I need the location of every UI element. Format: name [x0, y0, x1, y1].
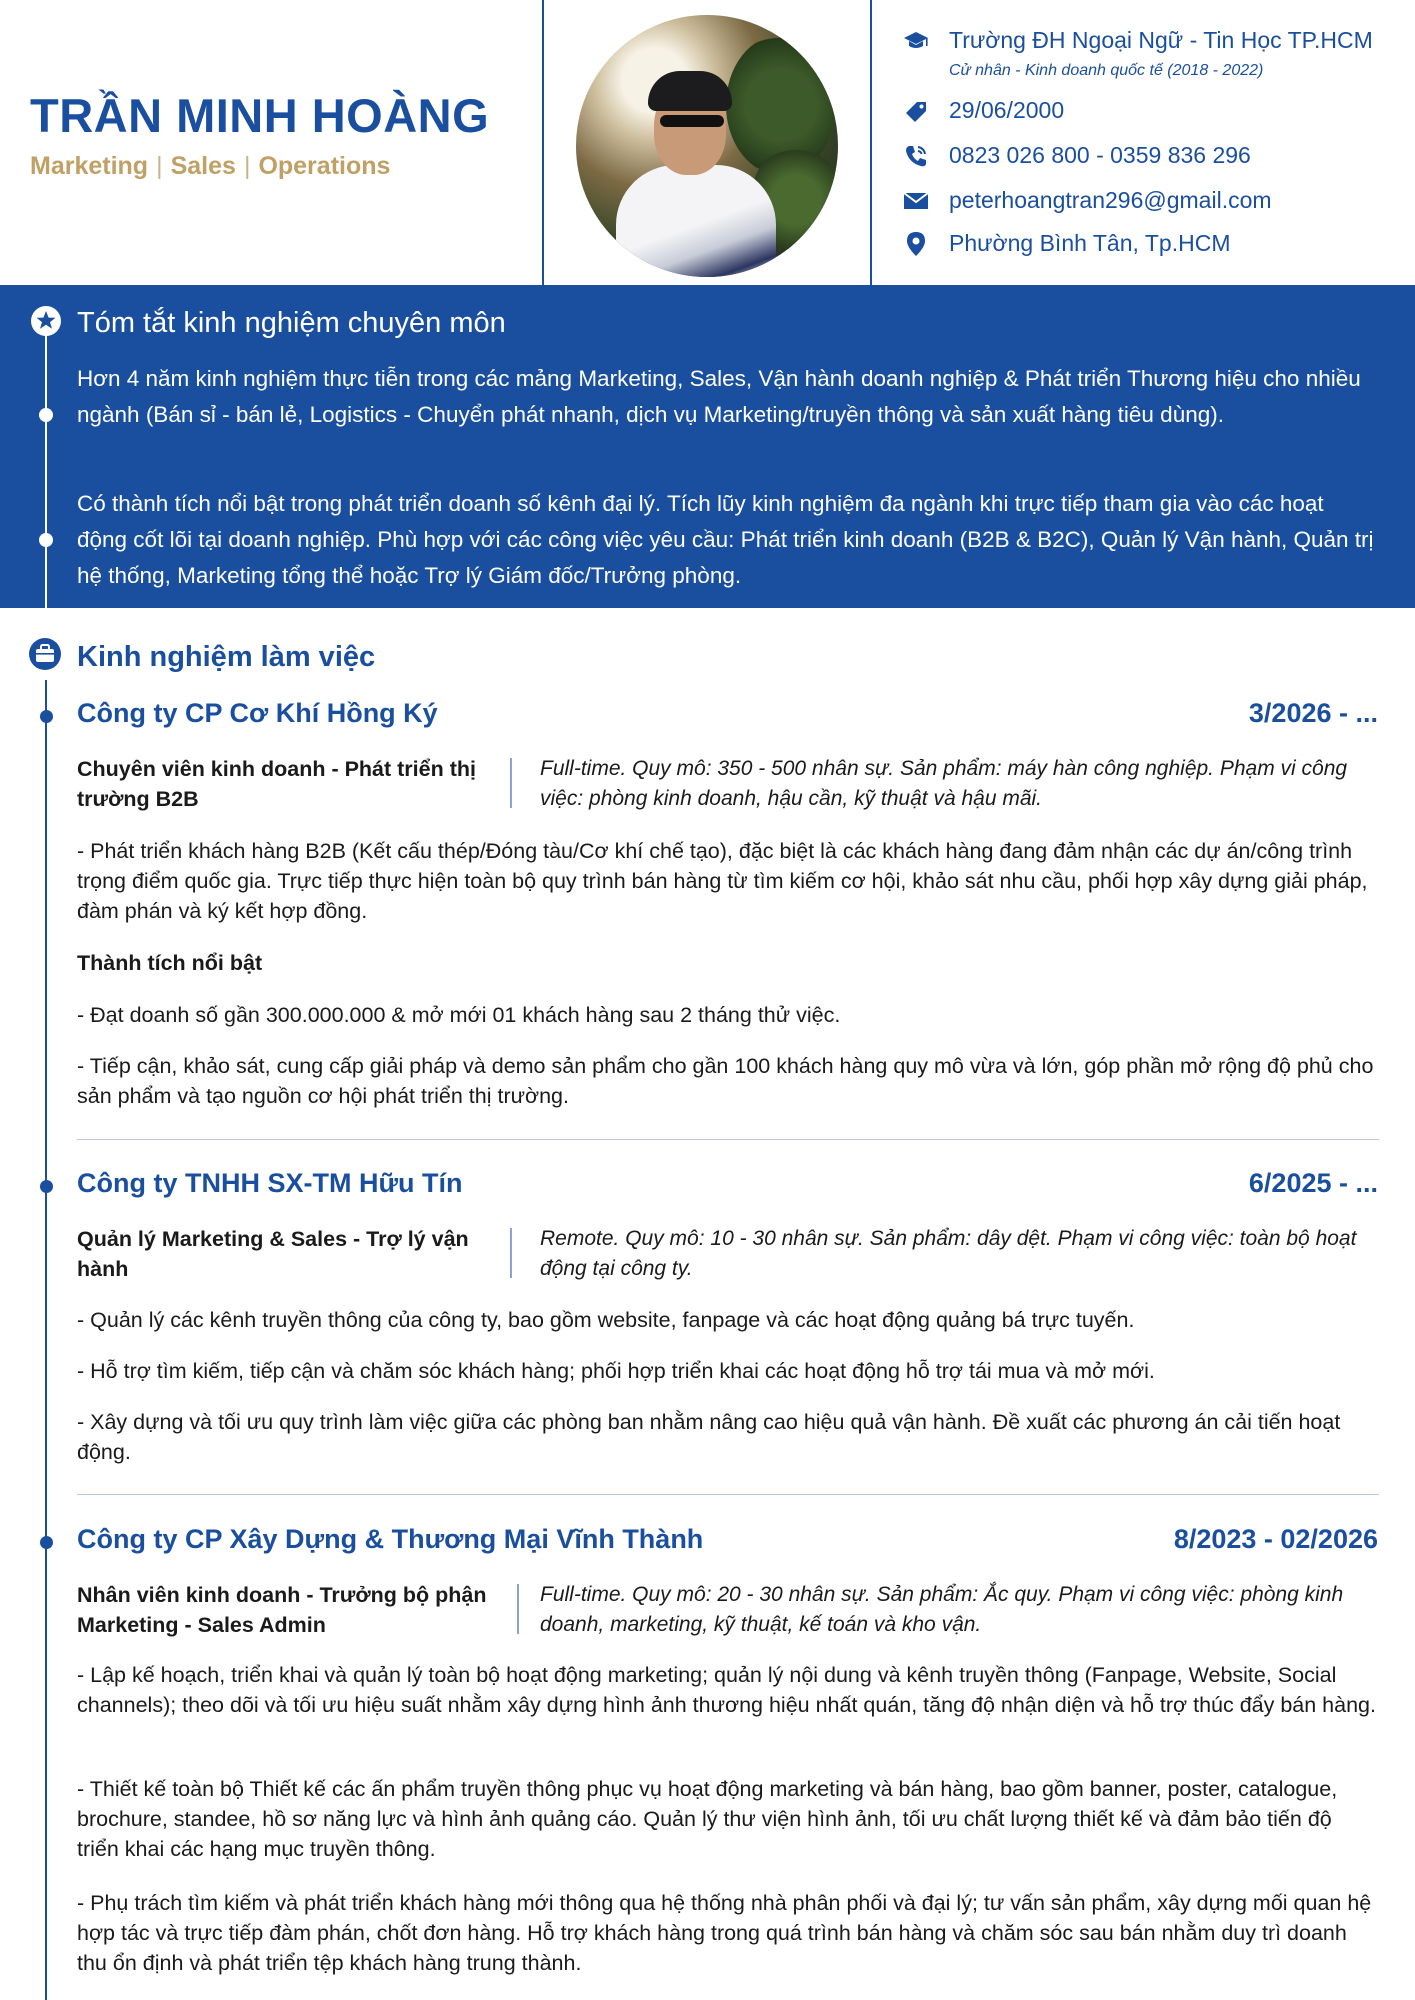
role-marketing: Marketing: [30, 152, 149, 180]
role-divider: [517, 1584, 519, 1634]
envelope-icon: [902, 187, 930, 215]
role-divider: [510, 758, 512, 808]
contact-email: [900, 187, 930, 215]
summary-paragraph-2: Có thành tích nổi bật trong phát triển doanh số kênh đại lý. Tích lũy kinh nghiệm đa ngành khi trực tiếp tham gia vào các hoạt động cốt lõi tại doanh nghiệp. Phù hợp với các công việc yêu cầu: Phát triển kinh doanh (B2B & B2C), Quản lý Vận hành, Quản trị hệ thống, Marketing tổng thể hoặc Trợ lý Giám đốc/Trưởng phòng.: [77, 491, 1374, 588]
phone-value[interactable]: 0823 026 800 - 0359 836 296: [949, 142, 1251, 168]
job-1-achievement-2: - Tiếp cận, khảo sát, cung cấp giải pháp và demo sản phẩm cho gần 100 khách hàng quy mô vừa và lớn, góp phần mở rộng độ phủ cho sản phẩm và tạo nguồn cơ hội phát triển thị trường.: [77, 1054, 1374, 1108]
summary-paragraph-1: Hơn 4 năm kinh nghiệm thực tiễn trong các mảng Marketing, Sales, Vận hành doanh nghiệp & Phát triển Thương hiệu cho nhiều ngành (Bán sỉ - bán lẻ, Logistics - Chuyển phát nhanh, dịch vụ Marketing/truyền thông và sản xuất hàng tiêu dùng).: [77, 366, 1361, 427]
job-1-company: Công ty CP Cơ Khí Hồng Ký: [77, 698, 438, 728]
experience-timeline: [45, 680, 47, 2000]
summary-bullet-dot: [39, 408, 53, 422]
phone-icon: [902, 142, 930, 170]
contact-education: [900, 27, 930, 55]
job-dot: [40, 1536, 53, 1549]
job-3-bullet-2: - Thiết kế toàn bộ Thiết kế các ấn phẩm truyền thông phục vụ hoạt động marketing và bán hàng, bao gồm banner, poster, catalogue, brochure, standee, hồ sơ năng lực và hình ảnh quảng cáo. Quản lý thư viện hình ảnh, tối ưu chất lượng thiết kế và đảm bảo tiến độ triển khai các hạng mục truyền thông.: [77, 1777, 1338, 1861]
role-separator: |: [156, 152, 163, 180]
job-1-achievement-1: - Đạt doanh số gần 300.000.000 & mở mới 01 khách hàng sau 2 tháng thử việc.: [77, 1003, 841, 1027]
role-divider: [510, 1228, 512, 1278]
job-1-bullet-1: - Phát triển khách hàng B2B (Kết cấu thép/Đóng tàu/Cơ khí chế tạo), đặc biệt là các khách hàng đang đảm nhận các dự án/công trình trọng điểm quốc gia. Trực tiếp thực hiện toàn bộ quy trình bán hàng từ tìm kiếm cơ hội, khảo sát nhu cầu, phối hợp xây dựng giải pháp, đàm phán và ký kết hợp đồng.: [77, 839, 1368, 923]
job-2-bullet-2: - Hỗ trợ tìm kiếm, tiếp cận và chăm sóc khách hàng; phối hợp triển khai các hoạt động hỗ trợ tái mua và mở mới.: [77, 1359, 1155, 1383]
summary-section: [0, 285, 1415, 608]
email-value[interactable]: peterhoangtran296@gmail.com: [949, 187, 1272, 213]
birthday-value: 29/06/2000: [949, 97, 1065, 123]
job-3-company: Công ty CP Xây Dựng & Thương Mại Vĩnh Thành: [77, 1524, 704, 1554]
contact-birthday: [900, 98, 930, 126]
profile-photo: [576, 15, 838, 277]
map-pin-icon: [902, 230, 930, 258]
job-divider: [77, 1139, 1379, 1140]
role-operations: Operations: [258, 152, 391, 180]
job-2-bullet-3: - Xây dựng và tối ưu quy trình làm việc giữa các phòng ban nhằm nâng cao hiệu quả vận hành. Đề xuất các phương án cải tiến hoạt động.: [77, 1410, 1341, 1464]
candidate-roles: [30, 152, 390, 181]
candidate-name: TRẦN MINH HOÀNG: [30, 89, 490, 142]
experience-title: Kinh nghiệm làm việc: [77, 641, 376, 673]
job-2-period: 6/2025 - ...: [1248, 1168, 1378, 1198]
role-separator: |: [243, 152, 251, 180]
job-2-role: Quản lý Marketing & Sales - Trợ lý vận hành: [77, 1227, 469, 1281]
contact-phone: [900, 142, 930, 170]
job-3-period: 8/2023 - 02/2026: [1173, 1524, 1378, 1554]
job-3-bullet-3: - Phụ trách tìm kiếm và phát triển khách hàng mới thông qua hệ thống nhà phân phối và đại lý; tư vấn sản phẩm, xây dựng mối quan hệ hợp tác và trực tiếp đàm phán, chốt đơn hàng. Hỗ trợ khách hàng trong quá trình bán hàng và chăm sóc sau bán nhằm duy trì doanh thu ổn định và phát triển tệp khách hàng trung thành.: [77, 1891, 1372, 1975]
tag-icon: [902, 98, 930, 126]
job-dot: [40, 710, 53, 723]
header-divider-right: [870, 0, 872, 285]
briefcase-icon: [28, 637, 62, 671]
job-divider: [77, 1494, 1379, 1495]
degree-info: Cử nhân - Kinh doanh quốc tế (2018 - 2022): [949, 62, 1264, 79]
summary-title: Tóm tắt kinh nghiệm chuyên môn: [77, 307, 506, 339]
job-1-period: 3/2026 - ...: [1248, 698, 1378, 728]
header-divider-left: [542, 0, 544, 285]
job-dot: [40, 1180, 53, 1193]
job-3-role: Nhân viên kinh doanh - Trưởng bộ phận Marketing - Sales Admin: [77, 1583, 487, 1637]
job-1-role: Chuyên viên kinh doanh - Phát triển thị trường B2B: [77, 757, 476, 811]
address-value: Phường Bình Tân, Tp.HCM: [949, 230, 1231, 256]
summary-timeline: [45, 333, 47, 608]
job-3-description: Full-time. Quy mô: 20 - 30 nhân sự. Sản phẩm: Ắc quy. Phạm vi công việc: phòng kinh doanh, marketing, kỹ thuật, kế toán và kho vận.: [540, 1583, 1344, 1636]
graduation-cap-icon: [902, 27, 930, 55]
job-1-achievements-title: Thành tích nổi bật: [77, 951, 263, 975]
summary-bullet-dot: [39, 533, 53, 547]
job-2-bullet-1: - Quản lý các kênh truyền thông của công ty, bao gồm website, fanpage và các hoạt động quảng bá trực tuyến.: [77, 1308, 1135, 1332]
cv-header: [0, 0, 1415, 285]
contact-address: [900, 230, 930, 258]
job-2-company: Công ty TNHH SX-TM Hữu Tín: [77, 1168, 463, 1198]
star-icon: [30, 305, 62, 337]
job-2-description: Remote. Quy mô: 10 - 30 nhân sự. Sản phẩm: dây dệt. Phạm vi công việc: toàn bộ hoạt động tại công ty.: [540, 1227, 1357, 1280]
role-sales: Sales: [170, 152, 236, 180]
job-3-bullet-1: - Lập kế hoạch, triển khai và quản lý toàn bộ hoạt động marketing; quản lý nội dung và kênh truyền thông (Fanpage, Website, Social channels); theo dõi và tối ưu hiệu suất nhằm xây dựng hình ảnh thương hiệu nhất quán, tăng độ nhận diện và hỗ trợ thúc đẩy bán hàng.: [77, 1663, 1376, 1717]
school-name: Trường ĐH Ngoại Ngữ - Tin Học TP.HCM: [949, 27, 1373, 53]
job-1-description: Full-time. Quy mô: 350 - 500 nhân sự. Sản phẩm: máy hàn công nghiệp. Phạm vi công việc: phòng kinh doanh, hậu cần, kỹ thuật và hậu mãi.: [540, 757, 1348, 810]
